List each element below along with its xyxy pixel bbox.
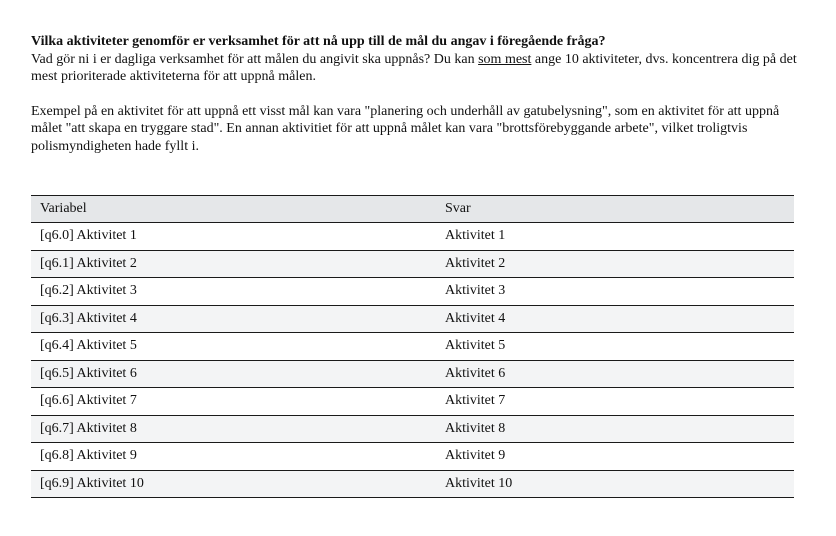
table-row xyxy=(31,223,794,251)
variable-cell: [q6.3] Aktivitet 4 xyxy=(31,305,436,333)
table-row xyxy=(31,415,794,443)
answer-cell: Aktivitet 6 xyxy=(436,360,794,388)
intro-emphasis: som mest xyxy=(478,51,532,67)
table-row xyxy=(31,278,794,306)
variable-cell: [q6.1] Aktivitet 2 xyxy=(31,250,436,278)
variable-table xyxy=(31,195,794,498)
table-row xyxy=(31,470,794,498)
answer-cell: Aktivitet 5 xyxy=(436,333,794,361)
variable-cell: [q6.5] Aktivitet 6 xyxy=(31,360,436,388)
variable-cell: [q6.9] Aktivitet 10 xyxy=(31,470,436,498)
variable-cell: [q6.7] Aktivitet 8 xyxy=(31,415,436,443)
answer-cell: Aktivitet 3 xyxy=(436,278,794,306)
table-row xyxy=(31,305,794,333)
answer-cell: Aktivitet 9 xyxy=(436,443,794,471)
question-intro xyxy=(31,51,806,86)
variable-cell: [q6.6] Aktivitet 7 xyxy=(31,388,436,416)
column-header-answer: Svar xyxy=(436,196,794,223)
table-row xyxy=(31,443,794,471)
table-row xyxy=(31,250,794,278)
variable-cell: [q6.0] Aktivitet 1 xyxy=(31,223,436,251)
answer-cell: Aktivitet 10 xyxy=(436,470,794,498)
question-heading: Vilka aktiviteter genomför er verksamhet för att nå upp till de mål du angav i föregående fråga? xyxy=(31,34,606,49)
column-header-variable: Variabel xyxy=(31,196,436,223)
answer-cell: Aktivitet 2 xyxy=(436,250,794,278)
table-header-row xyxy=(31,196,794,223)
question-block xyxy=(31,33,806,155)
answer-cell: Aktivitet 7 xyxy=(436,388,794,416)
variable-cell: [q6.8] Aktivitet 9 xyxy=(31,443,436,471)
answer-cell: Aktivitet 1 xyxy=(436,223,794,251)
table-row xyxy=(31,360,794,388)
answer-cell: Aktivitet 4 xyxy=(436,305,794,333)
intro-text-end: ange 10 aktiviteter, dvs. koncentrera dig på det mest prioriterade aktiviteterna för att uppnå målen. xyxy=(31,51,797,84)
table-row xyxy=(31,333,794,361)
intro-text-start: Vad gör ni i er dagliga verksamhet för att målen du angivit ska uppnås? Du kan xyxy=(31,51,479,67)
question-example: Exempel på en aktivitet för att uppnå ett visst mål kan vara "planering och underhåll av gatubelysning", som en aktivitet för att uppnå målet "att skapa en tryggare stad". En annan aktivitiet för att uppnå målet kan vara "brottsförebyggande arbete", vilket troligtvis polismyndigheten hade fyllt i. xyxy=(31,103,780,154)
table-row xyxy=(31,388,794,416)
variable-cell: [q6.2] Aktivitet 3 xyxy=(31,278,436,306)
answer-cell: Aktivitet 8 xyxy=(436,415,794,443)
variable-cell: [q6.4] Aktivitet 5 xyxy=(31,333,436,361)
